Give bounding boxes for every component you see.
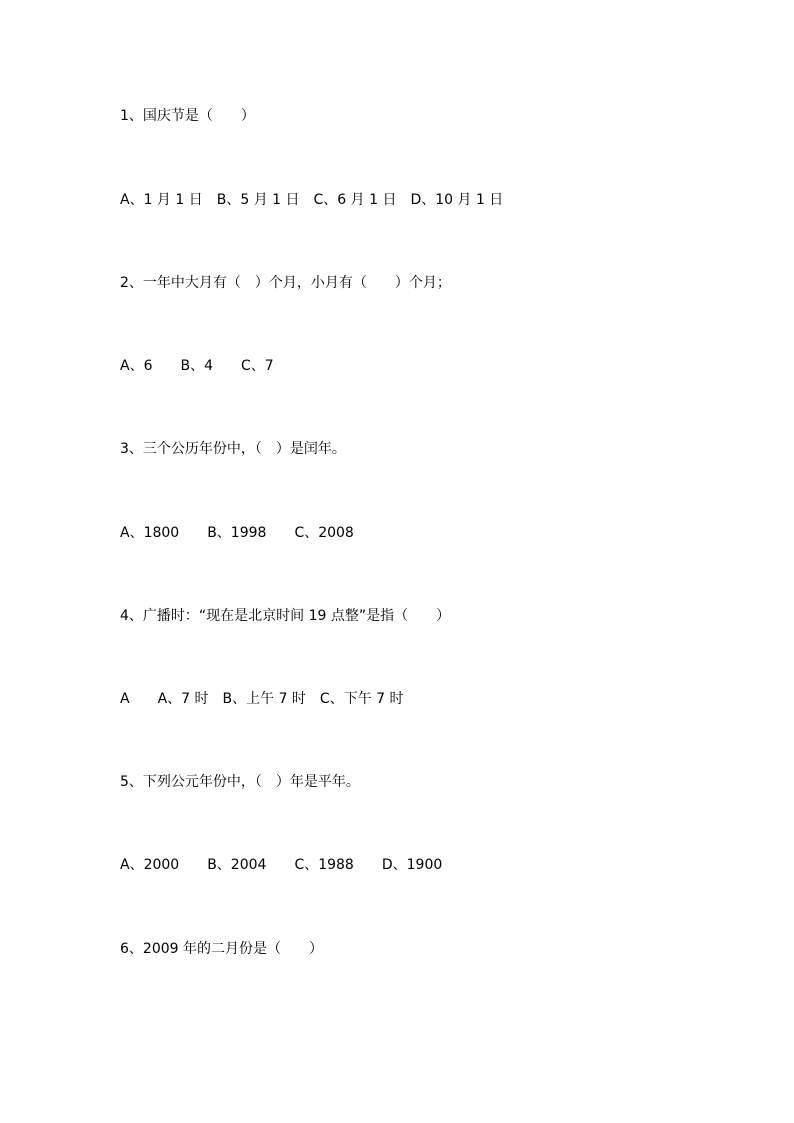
question-6-stem: 6、2009 年的二月份是（ ） (120, 941, 323, 957)
question-4-options: A A、7 时 B、上午 7 时 C、下午 7 时 (120, 691, 404, 707)
question-3-stem: 3、三个公历年份中，（ ）是闰年。 (120, 441, 346, 457)
question-5-stem: 5、下列公元年份中，（ ）年是平年。 (120, 774, 360, 790)
question-4-stem: 4、广播时：“现在是北京时间 19 点整”是指（ ） (120, 608, 451, 624)
question-1-stem: 1、国庆节是（ ） (120, 108, 255, 124)
question-2-stem: 2、一年中大月有（ ）个月，小月有（ ）个月； (120, 275, 451, 291)
question-1-options: A、1 月 1 日 B、5 月 1 日 C、6 月 1 日 D、10 月 1 日 (120, 192, 504, 208)
question-3-options: A、1800 B、1998 C、2008 (120, 525, 354, 541)
question-2-options: A、6 B、4 C、7 (120, 358, 274, 374)
question-5-options: A、2000 B、2004 C、1988 D、1900 (120, 857, 443, 873)
